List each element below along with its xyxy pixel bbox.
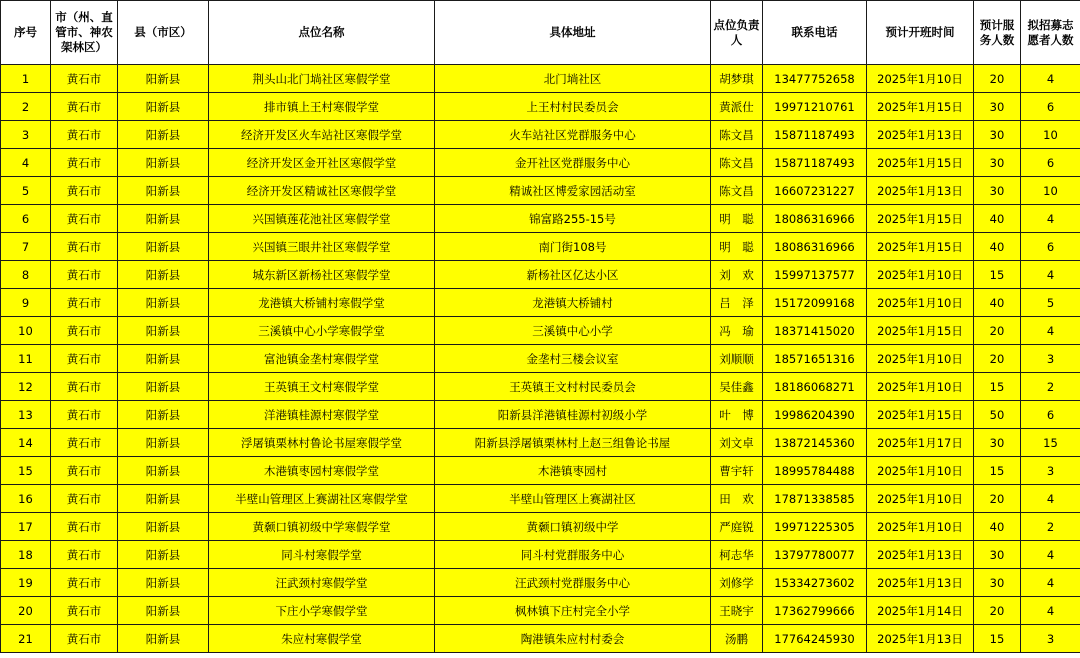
cell-volunteer-count: 5 <box>1021 289 1080 317</box>
cell-phone: 13872145360 <box>763 429 867 457</box>
cell-manager: 明 聪 <box>711 233 763 261</box>
cell-start-date: 2025年1月13日 <box>867 177 974 205</box>
cell-county: 阳新县 <box>118 485 209 513</box>
cell-address: 上王村村民委员会 <box>435 93 711 121</box>
cell-manager: 胡梦琪 <box>711 65 763 93</box>
cell-service-count: 20 <box>974 597 1021 625</box>
table-row <box>1 317 1080 345</box>
table-row <box>1 233 1080 261</box>
cell-address: 王英镇王文村村民委员会 <box>435 373 711 401</box>
cell-city: 黄石市 <box>51 149 118 177</box>
cell-address: 火车站社区党群服务中心 <box>435 121 711 149</box>
header-county: 县（市区） <box>118 1 209 65</box>
cell-volunteer-count: 2 <box>1021 373 1080 401</box>
cell-manager: 田 欢 <box>711 485 763 513</box>
cell-index: 15 <box>1 457 51 485</box>
cell-service-count: 50 <box>974 401 1021 429</box>
cell-site-name: 排市镇上王村寒假学堂 <box>209 93 435 121</box>
cell-manager: 刘文卓 <box>711 429 763 457</box>
cell-start-date: 2025年1月17日 <box>867 429 974 457</box>
cell-county: 阳新县 <box>118 597 209 625</box>
cell-address: 三溪镇中心小学 <box>435 317 711 345</box>
cell-county: 阳新县 <box>118 233 209 261</box>
cell-manager: 吕 泽 <box>711 289 763 317</box>
cell-site-name: 三溪镇中心小学寒假学堂 <box>209 317 435 345</box>
cell-manager: 黄派仕 <box>711 93 763 121</box>
cell-volunteer-count: 10 <box>1021 121 1080 149</box>
cell-county: 阳新县 <box>118 401 209 429</box>
cell-city: 黄石市 <box>51 401 118 429</box>
cell-county: 阳新县 <box>118 93 209 121</box>
cell-index: 7 <box>1 233 51 261</box>
cell-index: 11 <box>1 345 51 373</box>
table-row <box>1 177 1080 205</box>
cell-city: 黄石市 <box>51 289 118 317</box>
cell-county: 阳新县 <box>118 569 209 597</box>
cell-volunteer-count: 3 <box>1021 345 1080 373</box>
cell-index: 2 <box>1 93 51 121</box>
cell-index: 17 <box>1 513 51 541</box>
cell-site-name: 荆头山北门埫社区寒假学堂 <box>209 65 435 93</box>
cell-site-name: 半壁山管理区上赛湖社区寒假学堂 <box>209 485 435 513</box>
cell-county: 阳新县 <box>118 317 209 345</box>
cell-city: 黄石市 <box>51 429 118 457</box>
table-row <box>1 93 1080 121</box>
cell-volunteer-count: 4 <box>1021 65 1080 93</box>
table-row <box>1 289 1080 317</box>
cell-service-count: 30 <box>974 93 1021 121</box>
cell-address: 阳新县浮屠镇栗林村上赵三组鲁论书屋 <box>435 429 711 457</box>
cell-manager: 吴佳鑫 <box>711 373 763 401</box>
cell-index: 19 <box>1 569 51 597</box>
cell-volunteer-count: 4 <box>1021 597 1080 625</box>
table-row <box>1 485 1080 513</box>
header-row <box>1 1 1080 65</box>
cell-manager: 冯 瑜 <box>711 317 763 345</box>
header-address: 具体地址 <box>435 1 711 65</box>
cell-city: 黄石市 <box>51 541 118 569</box>
cell-manager: 刘修学 <box>711 569 763 597</box>
header-phone: 联系电话 <box>763 1 867 65</box>
cell-start-date: 2025年1月13日 <box>867 625 974 653</box>
cell-service-count: 15 <box>974 373 1021 401</box>
cell-address: 南门街108号 <box>435 233 711 261</box>
cell-index: 13 <box>1 401 51 429</box>
table-row <box>1 457 1080 485</box>
cell-county: 阳新县 <box>118 373 209 401</box>
cell-index: 18 <box>1 541 51 569</box>
cell-county: 阳新县 <box>118 513 209 541</box>
cell-county: 阳新县 <box>118 261 209 289</box>
cell-start-date: 2025年1月10日 <box>867 289 974 317</box>
header-manager: 点位负责人 <box>711 1 763 65</box>
cell-index: 12 <box>1 373 51 401</box>
cell-manager: 陈文昌 <box>711 149 763 177</box>
cell-site-name: 龙港镇大桥铺村寒假学堂 <box>209 289 435 317</box>
cell-address: 陶港镇朱应村村委会 <box>435 625 711 653</box>
cell-site-name: 兴国镇莲花池社区寒假学堂 <box>209 205 435 233</box>
cell-start-date: 2025年1月15日 <box>867 317 974 345</box>
cell-service-count: 30 <box>974 429 1021 457</box>
cell-site-name: 经济开发区火车站社区寒假学堂 <box>209 121 435 149</box>
table-row <box>1 121 1080 149</box>
cell-site-name: 浮屠镇栗林村鲁论书屋寒假学堂 <box>209 429 435 457</box>
cell-start-date: 2025年1月15日 <box>867 233 974 261</box>
cell-city: 黄石市 <box>51 177 118 205</box>
cell-index: 5 <box>1 177 51 205</box>
cell-manager: 陈文昌 <box>711 121 763 149</box>
cell-start-date: 2025年1月10日 <box>867 457 974 485</box>
cell-service-count: 30 <box>974 541 1021 569</box>
cell-index: 4 <box>1 149 51 177</box>
cell-service-count: 40 <box>974 513 1021 541</box>
cell-service-count: 40 <box>974 205 1021 233</box>
cell-start-date: 2025年1月10日 <box>867 373 974 401</box>
cell-phone: 16607231227 <box>763 177 867 205</box>
cell-volunteer-count: 3 <box>1021 457 1080 485</box>
cell-manager: 叶 博 <box>711 401 763 429</box>
cell-phone: 15871187493 <box>763 121 867 149</box>
cell-manager: 明 聪 <box>711 205 763 233</box>
cell-volunteer-count: 4 <box>1021 261 1080 289</box>
cell-city: 黄石市 <box>51 233 118 261</box>
cell-address: 新杨社区亿达小区 <box>435 261 711 289</box>
cell-service-count: 30 <box>974 149 1021 177</box>
cell-volunteer-count: 6 <box>1021 149 1080 177</box>
cell-index: 21 <box>1 625 51 653</box>
cell-address: 金开社区党群服务中心 <box>435 149 711 177</box>
cell-index: 3 <box>1 121 51 149</box>
cell-county: 阳新县 <box>118 177 209 205</box>
cell-start-date: 2025年1月10日 <box>867 485 974 513</box>
cell-service-count: 15 <box>974 457 1021 485</box>
header-site-name: 点位名称 <box>209 1 435 65</box>
cell-county: 阳新县 <box>118 65 209 93</box>
cell-address: 北门埫社区 <box>435 65 711 93</box>
cell-phone: 18086316966 <box>763 233 867 261</box>
table-row <box>1 625 1080 653</box>
cell-phone: 13477752658 <box>763 65 867 93</box>
cell-city: 黄石市 <box>51 261 118 289</box>
cell-site-name: 汪武颈村寒假学堂 <box>209 569 435 597</box>
cell-manager: 刘顺顺 <box>711 345 763 373</box>
cell-city: 黄石市 <box>51 485 118 513</box>
cell-phone: 13797780077 <box>763 541 867 569</box>
cell-service-count: 20 <box>974 345 1021 373</box>
table-row <box>1 541 1080 569</box>
cell-address: 半壁山管理区上赛湖社区 <box>435 485 711 513</box>
cell-address: 金垄村三楼会议室 <box>435 345 711 373</box>
cell-service-count: 20 <box>974 485 1021 513</box>
cell-county: 阳新县 <box>118 121 209 149</box>
cell-start-date: 2025年1月14日 <box>867 597 974 625</box>
cell-site-name: 经济开发区精诚社区寒假学堂 <box>209 177 435 205</box>
table-row <box>1 373 1080 401</box>
table-row <box>1 149 1080 177</box>
cell-city: 黄石市 <box>51 93 118 121</box>
cell-city: 黄石市 <box>51 65 118 93</box>
cell-address: 黄颡口镇初级中学 <box>435 513 711 541</box>
cell-phone: 19986204390 <box>763 401 867 429</box>
table-row <box>1 65 1080 93</box>
cell-city: 黄石市 <box>51 373 118 401</box>
cell-phone: 18995784488 <box>763 457 867 485</box>
cell-city: 黄石市 <box>51 625 118 653</box>
cell-service-count: 40 <box>974 289 1021 317</box>
cell-start-date: 2025年1月15日 <box>867 93 974 121</box>
cell-phone: 18571651316 <box>763 345 867 373</box>
cell-service-count: 40 <box>974 233 1021 261</box>
cell-site-name: 王英镇王文村寒假学堂 <box>209 373 435 401</box>
cell-site-name: 城东新区新杨社区寒假学堂 <box>209 261 435 289</box>
cell-phone: 18371415020 <box>763 317 867 345</box>
cell-site-name: 洋港镇桂源村寒假学堂 <box>209 401 435 429</box>
cell-county: 阳新县 <box>118 289 209 317</box>
cell-phone: 15871187493 <box>763 149 867 177</box>
cell-site-name: 下庄小学寒假学堂 <box>209 597 435 625</box>
cell-address: 龙港镇大桥铺村 <box>435 289 711 317</box>
cell-index: 6 <box>1 205 51 233</box>
cell-county: 阳新县 <box>118 457 209 485</box>
cell-address: 汪武颈村党群服务中心 <box>435 569 711 597</box>
cell-county: 阳新县 <box>118 429 209 457</box>
cell-phone: 19971210761 <box>763 93 867 121</box>
cell-county: 阳新县 <box>118 541 209 569</box>
cell-volunteer-count: 6 <box>1021 401 1080 429</box>
cell-phone: 15172099168 <box>763 289 867 317</box>
cell-site-name: 同斗村寒假学堂 <box>209 541 435 569</box>
cell-start-date: 2025年1月13日 <box>867 121 974 149</box>
cell-city: 黄石市 <box>51 317 118 345</box>
table-row <box>1 261 1080 289</box>
cell-volunteer-count: 4 <box>1021 317 1080 345</box>
cell-volunteer-count: 6 <box>1021 93 1080 121</box>
cell-service-count: 30 <box>974 569 1021 597</box>
cell-county: 阳新县 <box>118 625 209 653</box>
table-row <box>1 401 1080 429</box>
table-body <box>1 65 1080 653</box>
cell-volunteer-count: 4 <box>1021 485 1080 513</box>
cell-index: 10 <box>1 317 51 345</box>
cell-index: 8 <box>1 261 51 289</box>
cell-volunteer-count: 4 <box>1021 569 1080 597</box>
cell-service-count: 15 <box>974 625 1021 653</box>
cell-site-name: 黄颡口镇初级中学寒假学堂 <box>209 513 435 541</box>
cell-volunteer-count: 2 <box>1021 513 1080 541</box>
header-service-count: 预计服务人数 <box>974 1 1021 65</box>
cell-phone: 18186068271 <box>763 373 867 401</box>
cell-index: 20 <box>1 597 51 625</box>
cell-phone: 18086316966 <box>763 205 867 233</box>
cell-manager: 王晓宇 <box>711 597 763 625</box>
header-city: 市（州、直管市、神农架林区） <box>51 1 118 65</box>
cell-site-name: 木港镇枣园村寒假学堂 <box>209 457 435 485</box>
table-row <box>1 205 1080 233</box>
cell-start-date: 2025年1月10日 <box>867 261 974 289</box>
cell-phone: 19971225305 <box>763 513 867 541</box>
cell-address: 精诚社区博爱家园活动室 <box>435 177 711 205</box>
cell-city: 黄石市 <box>51 121 118 149</box>
cell-site-name: 经济开发区金开社区寒假学堂 <box>209 149 435 177</box>
cell-volunteer-count: 6 <box>1021 233 1080 261</box>
cell-city: 黄石市 <box>51 569 118 597</box>
cell-address: 阳新县洋港镇桂源村初级小学 <box>435 401 711 429</box>
table-row <box>1 513 1080 541</box>
cell-service-count: 15 <box>974 261 1021 289</box>
cell-manager: 汤鹏 <box>711 625 763 653</box>
cell-manager: 陈文昌 <box>711 177 763 205</box>
cell-start-date: 2025年1月15日 <box>867 401 974 429</box>
cell-volunteer-count: 15 <box>1021 429 1080 457</box>
cell-city: 黄石市 <box>51 597 118 625</box>
cell-service-count: 20 <box>974 65 1021 93</box>
cell-start-date: 2025年1月13日 <box>867 541 974 569</box>
cell-site-name: 朱应村寒假学堂 <box>209 625 435 653</box>
cell-volunteer-count: 3 <box>1021 625 1080 653</box>
cell-phone: 15997137577 <box>763 261 867 289</box>
cell-address: 木港镇枣园村 <box>435 457 711 485</box>
table-row <box>1 429 1080 457</box>
cell-service-count: 20 <box>974 317 1021 345</box>
cell-manager: 刘 欢 <box>711 261 763 289</box>
table-row <box>1 345 1080 373</box>
cell-manager: 曹宇轩 <box>711 457 763 485</box>
cell-start-date: 2025年1月15日 <box>867 205 974 233</box>
cell-site-name: 兴国镇三眼井社区寒假学堂 <box>209 233 435 261</box>
cell-start-date: 2025年1月10日 <box>867 65 974 93</box>
cell-city: 黄石市 <box>51 457 118 485</box>
cell-index: 9 <box>1 289 51 317</box>
table-row <box>1 569 1080 597</box>
cell-city: 黄石市 <box>51 205 118 233</box>
cell-start-date: 2025年1月10日 <box>867 513 974 541</box>
cell-index: 14 <box>1 429 51 457</box>
cell-address: 同斗村党群服务中心 <box>435 541 711 569</box>
cell-city: 黄石市 <box>51 513 118 541</box>
cell-phone: 17764245930 <box>763 625 867 653</box>
header-start-date: 预计开班时间 <box>867 1 974 65</box>
cell-volunteer-count: 4 <box>1021 541 1080 569</box>
cell-city: 黄石市 <box>51 345 118 373</box>
cell-phone: 15334273602 <box>763 569 867 597</box>
cell-start-date: 2025年1月15日 <box>867 149 974 177</box>
cell-index: 1 <box>1 65 51 93</box>
cell-county: 阳新县 <box>118 149 209 177</box>
cell-address: 枫林镇下庄村完全小学 <box>435 597 711 625</box>
cell-address: 锦富路255-15号 <box>435 205 711 233</box>
cell-service-count: 30 <box>974 177 1021 205</box>
cell-start-date: 2025年1月10日 <box>867 345 974 373</box>
cell-volunteer-count: 10 <box>1021 177 1080 205</box>
cell-phone: 17362799666 <box>763 597 867 625</box>
cell-county: 阳新县 <box>118 205 209 233</box>
cell-phone: 17871338585 <box>763 485 867 513</box>
cell-manager: 严庭锐 <box>711 513 763 541</box>
header-volunteer-count: 拟招募志愿者人数 <box>1021 1 1080 65</box>
table-row <box>1 597 1080 625</box>
cell-index: 16 <box>1 485 51 513</box>
cell-manager: 柯志华 <box>711 541 763 569</box>
cell-start-date: 2025年1月13日 <box>867 569 974 597</box>
cell-volunteer-count: 4 <box>1021 205 1080 233</box>
cell-site-name: 富池镇金垄村寒假学堂 <box>209 345 435 373</box>
cell-service-count: 30 <box>974 121 1021 149</box>
header-index: 序号 <box>1 1 51 65</box>
cell-county: 阳新县 <box>118 345 209 373</box>
